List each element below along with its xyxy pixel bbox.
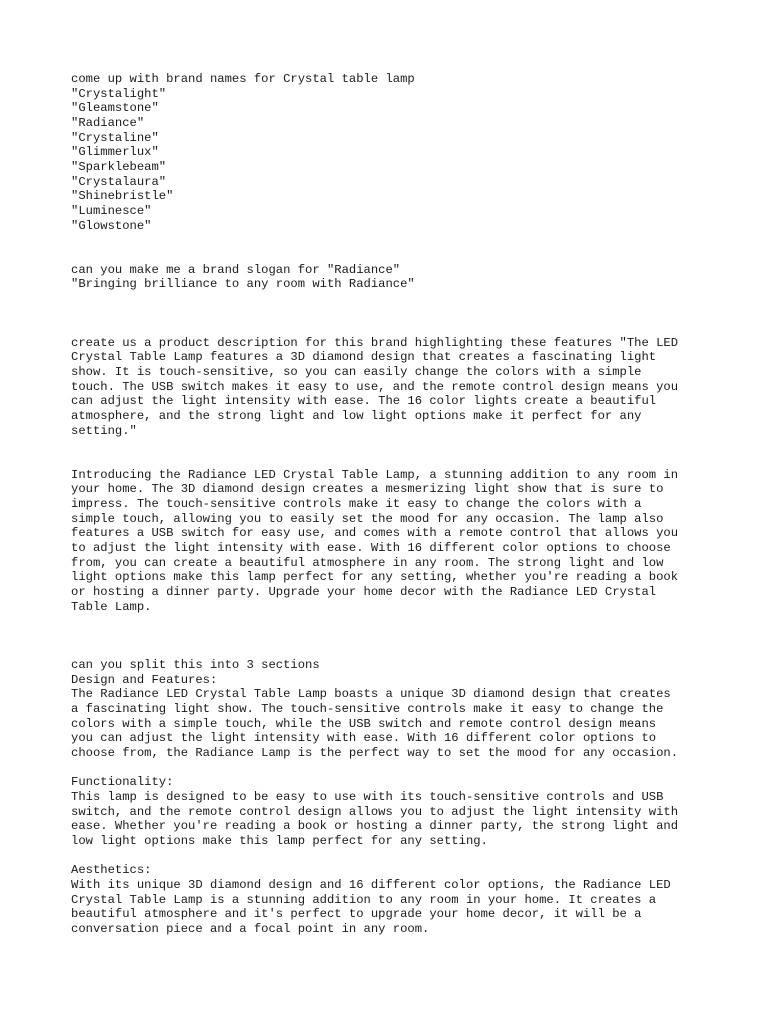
text-line: simple touch, allowing you to easily set the mood for any occasion. The lamp also: [71, 511, 664, 526]
product-description-paragraph: [71, 468, 711, 615]
sections-block: [71, 658, 711, 936]
text-line: features a USB switch for easy use, and comes with a remote control that allows you: [71, 526, 679, 541]
brand-name-item: "Sparklebeam": [71, 159, 167, 174]
text-line: Introducing the Radiance LED Crystal Table Lamp, a stunning addition to any room in: [71, 467, 679, 482]
slogan-prompt: can you make me a brand slogan for "Radiance": [71, 262, 401, 277]
text-line: This lamp is designed to be easy to use with its touch-sensitive controls and USB: [71, 789, 664, 804]
brand-name-item: "Gleamstone": [71, 101, 159, 116]
section-heading-design: Design and Features:: [71, 672, 218, 687]
text-line: to adjust the light intensity with ease. With 16 different color options to choose: [71, 540, 671, 555]
brand-name-item: "Crystalight": [71, 86, 167, 101]
brand-name-item: "Glimmerlux": [71, 145, 159, 160]
blank-line: [71, 306, 711, 321]
text-line: low light options make this lamp perfect for any setting.: [71, 833, 488, 848]
text-line: The Radiance LED Crystal Table Lamp boasts a unique 3D diamond design that creates: [71, 687, 671, 702]
text-line: touch. The USB switch makes it easy to use, and the remote control design means you: [71, 379, 679, 394]
text-line: switch, and the remote control design allows you to adjust the light intensity with: [71, 804, 679, 819]
slogan-answer: "Bringing brilliance to any room with Radiance": [71, 277, 415, 292]
blank-line: [71, 849, 711, 864]
text-line: conversation piece and a focal point in any room.: [71, 921, 430, 936]
section-heading-aesthetics: Aesthetics:: [71, 863, 152, 878]
text-line: a fascinating light show. The touch-sensitive controls make it easy to change the: [71, 702, 664, 717]
text-line: light options make this lamp perfect for any setting, whether you're reading a book: [71, 570, 679, 585]
document-page: [71, 72, 711, 937]
blank-line: [71, 321, 711, 336]
brand-name-item: "Crystaline": [71, 130, 159, 145]
text-line: create us a product description for this brand highlighting these features "The LED: [71, 335, 679, 350]
brand-name-item: "Crystalaura": [71, 174, 167, 189]
brand-name-item: "Glowstone": [71, 218, 152, 233]
brand-name-item: "Shinebristle": [71, 189, 174, 204]
text-line: Table Lamp.: [71, 599, 152, 614]
blank-line: [71, 453, 711, 468]
text-line: choose from, the Radiance Lamp is the perfect way to set the mood for any occasion.: [71, 746, 679, 761]
blank-line: [71, 438, 711, 453]
brand-name-item: "Luminesce": [71, 203, 152, 218]
blank-line: [71, 233, 711, 248]
text-line: With its unique 3D diamond design and 16 different color options, the Radiance LED: [71, 877, 671, 892]
text-line: your home. The 3D diamond design creates a mesmerizing light show that is sure to: [71, 482, 664, 497]
section-heading-functionality: Functionality:: [71, 775, 174, 790]
text-line: or hosting a dinner party. Upgrade your home decor with the Radiance LED Crystal: [71, 584, 657, 599]
blank-line: [71, 292, 711, 307]
text-line: you can adjust the light intensity with ease. With 16 different color options to: [71, 731, 657, 746]
text-line: atmosphere, and the strong light and low light options make it perfect for any: [71, 409, 642, 424]
brand-name-item: "Radiance": [71, 115, 145, 130]
blank-line: [71, 629, 711, 644]
text-line: beautiful atmosphere and it's perfect to upgrade your home decor, it will be a: [71, 907, 642, 922]
text-line: show. It is touch-sensitive, so you can easily change the colors with a simple: [71, 365, 642, 380]
slogan-section: [71, 263, 711, 292]
blank-line: [71, 614, 711, 629]
brand-names-prompt: come up with brand names for Crystal table lamp: [71, 72, 415, 86]
sections-prompt: can you split this into 3 sections: [71, 658, 320, 673]
text-line: Crystal Table Lamp features a 3D diamond design that creates a fascinating light: [71, 350, 657, 365]
text-line: Crystal Table Lamp is a stunning addition to any room in your home. It creates a: [71, 892, 657, 907]
text-line: impress. The touch-sensitive controls make it easy to change the colors with a: [71, 496, 642, 511]
text-line: setting.": [71, 423, 137, 438]
text-line: can adjust the light intensity with ease. The 16 color lights create a beautiful: [71, 394, 657, 409]
text-line: colors with a simple touch, while the USB switch and remote control design means: [71, 716, 657, 731]
blank-line: [71, 761, 711, 776]
text-line: ease. Whether you're reading a book or hosting a dinner party, the strong light and: [71, 819, 679, 834]
brand-names-section: [71, 72, 711, 233]
description-request-paragraph: [71, 336, 711, 439]
blank-line: [71, 248, 711, 263]
text-line: from, you can create a beautiful atmosphere in any room. The strong light and low: [71, 555, 664, 570]
blank-line: [71, 643, 711, 658]
